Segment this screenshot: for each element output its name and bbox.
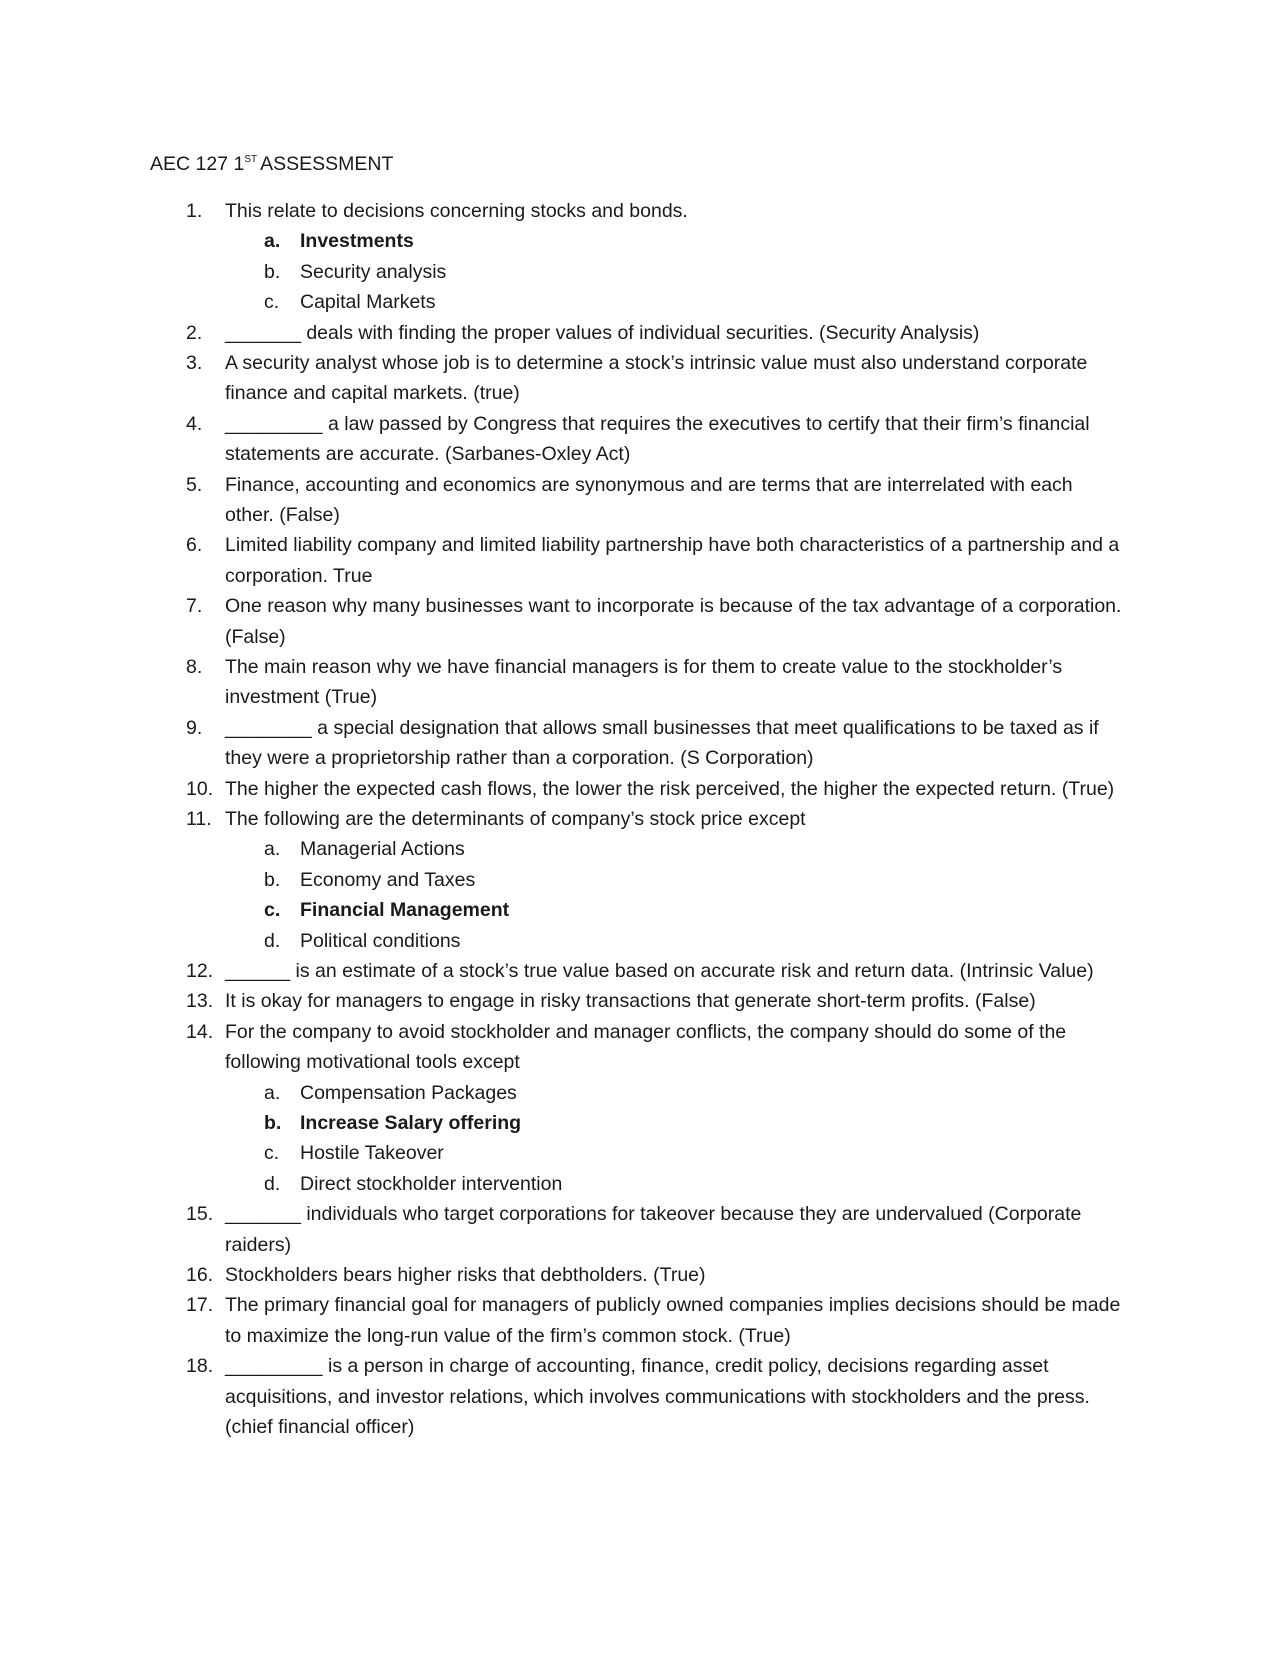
question-text: One reason why many businesses want to incorporate is because of the tax advantage of a corporation. (False) [225,595,1122,648]
option-letter: b. [264,1112,282,1135]
option-text: Direct stockholder intervention [300,1172,563,1195]
option-letter: c. [264,1142,280,1165]
answer-option-correct [0,226,1280,256]
answer-option-correct [0,895,1280,925]
question-list [0,196,1280,1442]
question-text: The following are the determinants of company’s stock price except [225,808,806,831]
option-text: Compensation Packages [300,1081,517,1104]
question-number: 3. [186,351,203,374]
option-text: Political conditions [300,929,461,952]
option-text: Hostile Takeover [300,1142,444,1165]
option-letter: a. [264,838,281,861]
question-11 [0,804,1280,956]
option-text: Capital Markets [300,291,436,314]
option-letter: d. [264,1172,281,1195]
question-number: 5. [186,473,203,496]
question-number: 14. [186,1020,214,1043]
question-15 [0,1199,1280,1260]
question-5 [0,470,1280,531]
question-number: 2. [186,321,203,344]
option-text: Investments [300,230,414,253]
question-text: This relate to decisions concerning stocks and bonds. [225,200,688,222]
option-letter: d. [264,929,281,952]
option-text: Increase Salary offering [300,1112,522,1135]
question-17 [0,1290,1280,1351]
question-2 [0,318,1280,348]
answer-option [0,865,1280,895]
question-8 [0,652,1280,713]
option-letter: b. [264,868,281,891]
question-12 [0,956,1280,986]
answer-options [0,1078,1280,1200]
answer-option [0,1138,1280,1168]
question-10 [0,774,1280,804]
answer-options [0,226,1280,317]
question-text: Finance, accounting and economics are synonymous and are terms that are interrelated with each other. (False) [225,473,1073,527]
question-number: 9. [186,716,203,739]
question-number: 1. [186,200,203,222]
question-number: 16. [186,1264,214,1287]
question-text: _______ individuals who target corporations for takeover because they are undervalued (Corporate raiders) [225,1203,1082,1256]
question-text: The primary financial goal for managers of publicly owned companies implies decisions should be made to maximize the long-run value of the firm’s common stock. (True) [225,1294,1121,1347]
question-number: 7. [186,595,203,618]
answer-option [0,257,1280,287]
question-16 [0,1260,1280,1290]
question-14 [0,1017,1280,1199]
answer-option [0,1169,1280,1199]
answer-option [0,1078,1280,1108]
question-text: A security analyst whose job is to determine a stock’s intrinsic value must also understand corporate finance and capital markets. (true) [225,351,1088,405]
question-number: 18. [186,1355,214,1378]
option-text: Financial Management [300,899,510,922]
title-superscript: ST [244,153,258,165]
question-text: For the company to avoid stockholder and manager conflicts, the company should do some of the following motivational tools except [225,1020,1067,1074]
question-number: 13. [186,990,214,1013]
question-number: 4. [186,412,203,435]
question-number: 15. [186,1203,214,1226]
question-4 [0,409,1280,470]
question-number: 10. [186,777,214,800]
option-letter: b. [264,260,281,283]
question-1 [0,196,1280,318]
question-6 [0,530,1280,591]
question-number: 8. [186,656,203,679]
question-18 [0,1351,1280,1442]
question-text: Limited liability company and limited liability partnership have both characteristics of a partnership and a corporation. True [225,534,1120,587]
question-3 [0,348,1280,409]
document-title [150,152,393,176]
question-number: 6. [186,534,203,557]
question-text: ______ is an estimate of a stock’s true value based on accurate risk and return data. (Intrinsic Value) [225,960,1094,983]
question-number: 11. [186,808,212,831]
option-letter: c. [264,291,280,314]
answer-options [0,834,1280,956]
question-7 [0,591,1280,652]
answer-option [0,926,1280,956]
option-letter: a. [264,230,281,253]
question-text: _________ is a person in charge of accounting, finance, credit policy, decisions regarding asset acquisitions, and investor relations, which involves communications with stockholders and the press. (chief financial officer) [225,1355,1090,1439]
question-text: ________ a special designation that allows small businesses that meet qualifications to be taxed as if they were a proprietorship rather than a corporation. (S Corporation) [225,716,1099,770]
option-text: Security analysis [300,260,447,283]
answer-option-correct [0,1108,1280,1138]
option-text: Managerial Actions [300,838,465,861]
question-text: Stockholders bears higher risks that debtholders. (True) [225,1264,706,1287]
question-text: The higher the expected cash flows, the lower the risk perceived, the higher the expected return. (True) [225,777,1115,800]
question-number: 12. [186,960,214,983]
answer-option [0,834,1280,864]
question-text: _______ deals with finding the proper values of individual securities. (Security Analysis) [225,321,980,344]
question-text: The main reason why we have financial managers is for them to create value to the stockholder’s investment (True) [225,656,1063,709]
question-13 [0,986,1280,1016]
question-number: 17. [186,1294,214,1317]
title-prefix: AEC 127 1 [150,153,245,175]
question-text: _________ a law passed by Congress that requires the executives to certify that their firm’s financial statements are accurate. (Sarbanes-Oxley Act) [225,412,1090,466]
option-letter: a. [264,1081,281,1104]
question-9 [0,713,1280,774]
answer-option [0,287,1280,317]
option-letter: c. [264,899,281,922]
title-suffix: ASSESSMENT [260,153,394,175]
question-text: It is okay for managers to engage in risky transactions that generate short-term profits. (False) [225,990,1036,1013]
option-text: Economy and Taxes [300,868,476,891]
